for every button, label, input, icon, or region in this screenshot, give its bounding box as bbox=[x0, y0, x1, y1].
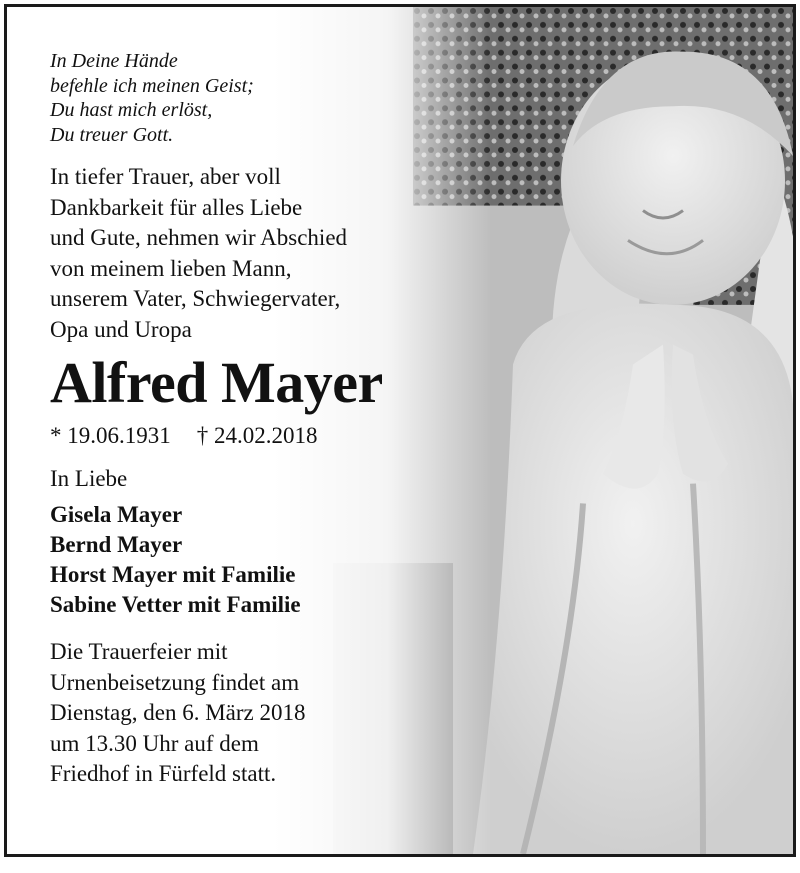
obituary-notice bbox=[4, 4, 796, 857]
family-members bbox=[50, 500, 470, 620]
service-line: Dienstag, den 6. März 2018 bbox=[50, 700, 306, 725]
in-love-line: In Liebe bbox=[50, 466, 128, 491]
deceased-name: Alfred Mayer bbox=[50, 350, 383, 415]
verse-line: Du treuer Gott. bbox=[50, 123, 174, 146]
service-line: Die Trauerfeier mit bbox=[50, 639, 228, 664]
funeral-service-info bbox=[50, 637, 470, 790]
intro-line: In tiefer Trauer, aber voll bbox=[50, 164, 281, 189]
verse-line: Du hast mich erlöst, bbox=[50, 99, 213, 121]
service-line: um 13.30 Uhr auf dem bbox=[50, 730, 259, 756]
obituary-text bbox=[50, 49, 470, 790]
bible-verse bbox=[50, 49, 470, 147]
mourning-intro bbox=[50, 162, 470, 345]
verse-line: In Deine Hände bbox=[50, 50, 178, 72]
verse-line: befehle ich meinen Geist; bbox=[50, 74, 254, 97]
birth-date: * 19.06.1931 bbox=[50, 423, 171, 448]
family-member: Gisela Mayer bbox=[50, 502, 183, 527]
family-member: Horst Mayer mit Familie bbox=[50, 562, 296, 587]
family-member: Bernd Mayer bbox=[50, 532, 183, 557]
death-date: † 24.02.2018 bbox=[196, 423, 318, 448]
intro-line: von meinem lieben Mann, bbox=[50, 255, 292, 281]
service-line: Friedhof in Fürfeld statt. bbox=[50, 761, 277, 786]
intro-line: unserem Vater, Schwiegervater, bbox=[50, 286, 341, 311]
life-dates bbox=[50, 421, 470, 451]
intro-line: Dankbarkeit für alles Liebe bbox=[50, 194, 303, 220]
family-member: Sabine Vetter mit Familie bbox=[50, 592, 301, 617]
intro-line: Opa und Uropa bbox=[50, 316, 192, 342]
service-line: Urnenbeisetzung findet am bbox=[50, 669, 300, 695]
intro-line: und Gute, nehmen wir Abschied bbox=[50, 225, 348, 250]
